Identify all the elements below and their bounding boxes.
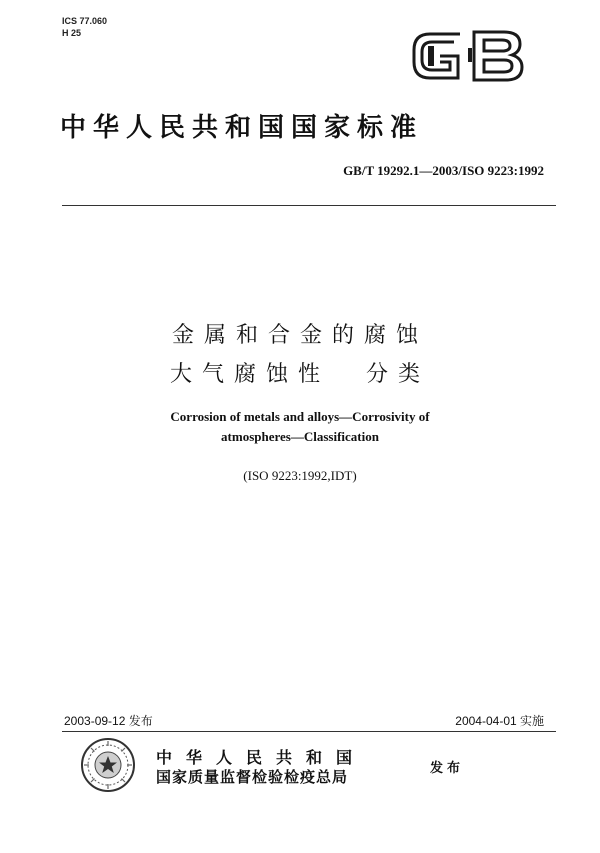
national-standard-heading: 中华人民共和国国家标准 xyxy=(60,113,424,143)
chinese-title-line-2 xyxy=(0,357,600,388)
issuer-name-line-1: 中华人民共和国 xyxy=(156,748,367,767)
gb-logo-icon xyxy=(408,22,526,88)
chinese-title-line-1: 金属和合金的腐蚀 xyxy=(171,323,428,348)
standard-number: GB/T 19292.1—2003/ISO 9223:1992 xyxy=(343,163,544,178)
ics-code: ICS 77.060 xyxy=(62,16,108,26)
effective-date: 2004-04-01 实施 xyxy=(455,714,544,728)
english-title-line-1: Corrosion of metals and alloys—Corrosivity of xyxy=(170,409,430,424)
chinese-title-line-2-part-b: 分类 xyxy=(366,362,431,387)
english-title-line-2: atmospheres—Classification xyxy=(221,429,379,444)
bottom-divider xyxy=(62,731,556,732)
official-seal-icon xyxy=(80,737,136,793)
issuer-name-line-2: 国家质量监督检验检疫总局 xyxy=(156,768,349,786)
chinese-title-line-2-part-a: 大气腐蚀性 xyxy=(169,362,330,387)
issue-date: 2003-09-12 发布 xyxy=(64,714,153,728)
top-divider xyxy=(62,205,556,206)
ccs-code: H 25 xyxy=(62,28,82,38)
classification-codes xyxy=(62,15,107,39)
publish-label: 发布 xyxy=(430,761,465,776)
iso-equivalence-reference: (ISO 9223:1992,IDT) xyxy=(243,468,357,483)
